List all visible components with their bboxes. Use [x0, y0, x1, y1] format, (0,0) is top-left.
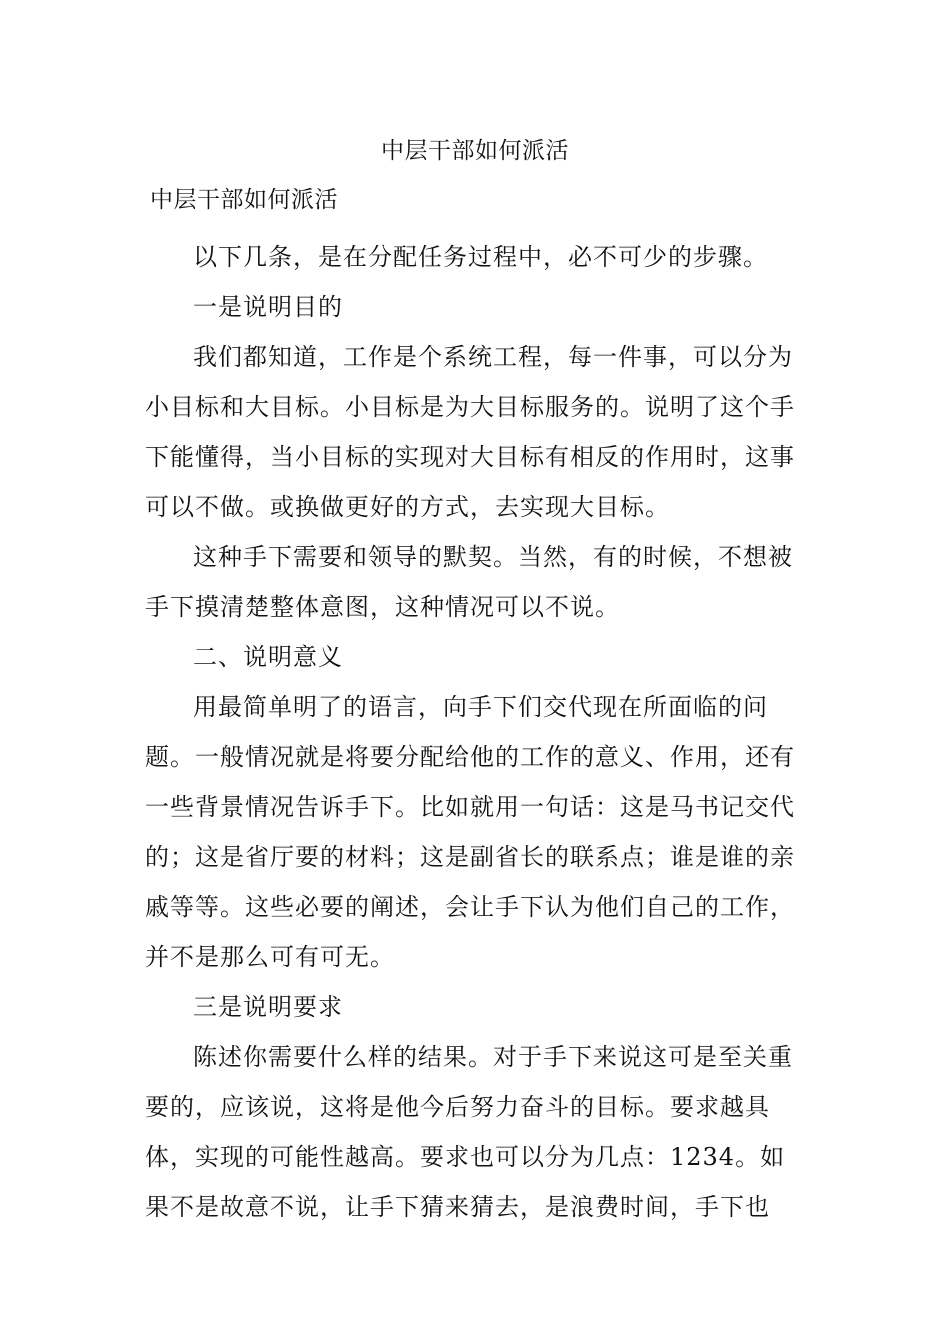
paragraph-purpose: 我们都知道，工作是个系统工程，每一件事，可以分为小目标和大目标。小目标是为大目标服务的。说明了这个手下能懂得，当小目标的实现对大目标有相反的作用时，这事可以不做。或换做更好的方式，去实现大目标。 — [145, 343, 795, 521]
paragraph-tacit: 这种手下需要和领导的默契。当然，有的时候，不想被手下摸清楚整体意图，这种情况可以不说。 — [145, 543, 793, 621]
paragraph-requirements: 陈述你需要什么样的结果。对于手下来说这可是至关重要的，应该说，这将是他今后努力奋斗的目标。要求越具体，实现的可能性越高。要求也可以分为几点：1234。如果不是故意不说，让手下猜来猜去，是浪费时间，手下也 — [145, 1043, 793, 1221]
document-body — [145, 232, 810, 1232]
section-heading-requirements: 三是说明要求 — [193, 993, 343, 1021]
section-heading-purpose: 一是说明目的 — [193, 293, 343, 321]
paragraph-meaning: 用最简单明了的语言，向手下们交代现在所面临的问题。一般情况就是将要分配给他的工作的意义、作用，还有一些背景情况告诉手下。比如就用一句话：这是马书记交代的；这是省厅要的材料；这是副省长的联系点；谁是谁的亲戚等等。这些必要的阐述，会让手下认为他们自己的工作，并不是那么可有可无。 — [145, 693, 795, 971]
document-title: 中层干部如何派活 — [381, 138, 569, 164]
paragraph-intro: 以下几条，是在分配任务过程中，必不可少的步骤。 — [193, 243, 768, 271]
section-heading-meaning: 二、说明意义 — [193, 643, 343, 671]
document-subtitle: 中层干部如何派活 — [150, 187, 338, 213]
